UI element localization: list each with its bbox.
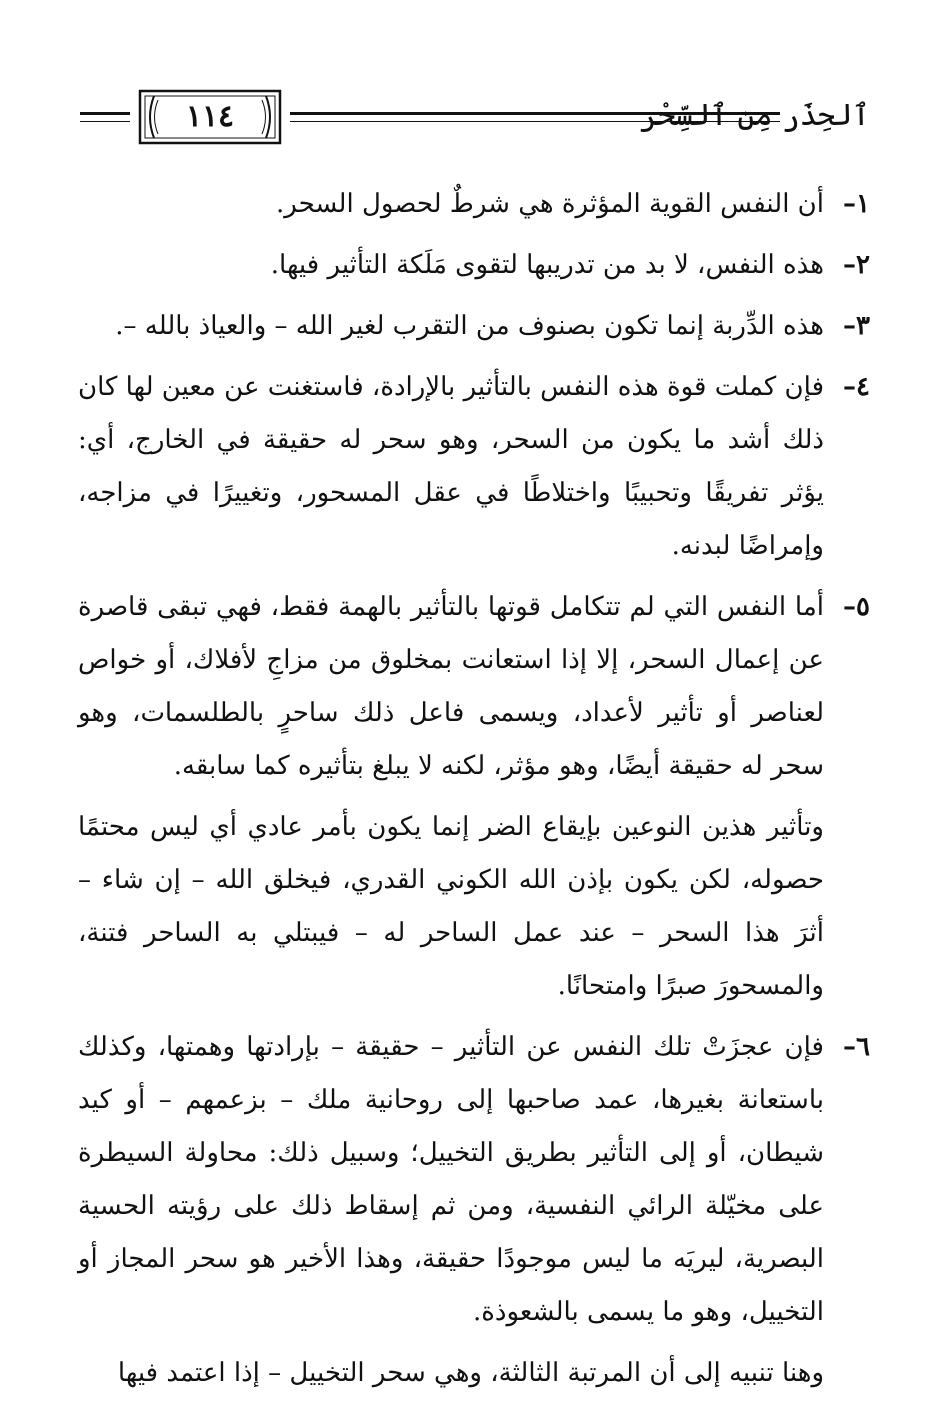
running-title: ٱلحِذَر مِن ٱلسِّحْر [639,98,870,133]
item-number: ٥– [843,592,870,622]
item-number: ٢– [843,250,870,280]
item-text: أما النفس التي لم تتكامل قوتها بالتأثير بالهمة فقط، فهي تبقى قاصرة عن إعمال السحر، إلا إذا استعانت بمخلوق من مزاجِ لأفلاك، أو خواص لعناصر أو تأثير لأعداد، ويسمى فاعل ذلك ساحرٍ بالطلسمات، وهو سحر له حقيقة أيضًا، وهو مؤثر، لكنه لا يبلغ بتأثيره كما سابقه. [78,592,824,781]
list-item-1 [78,178,870,231]
paragraph-final: وهنا تنبيه إلى أن المرتبة الثالثة، وهي سحر التخييل – إذا اعتمد فيها [117,1358,824,1388]
item-number: ١– [843,189,870,219]
list-item-4 [78,361,870,573]
item-text: فإن عجزَتْ تلك النفس عن التأثير – حقيقة – بإرادتها وهمتها، وكذلك باستعانة بغيرها، عمد صاحبها إلى روحانية ملك – بزعمهم – أو كيد شيطان، أو إلى التأثير بطريق التخييل؛ وسبيل ذلك: محاولة السيطرة على مخيّلة الرائي النفسية، ومن ثم إسقاط ذلك على رؤيته الحسية البصرية، ليريَه ما ليس موجودًا حقيقة، وهذا الأخير هو سحر المجاز أو التخييل، وهو ما يسمى بالشعوذة. [78,1032,824,1327]
item-text: هذه النفس، لا بد من تدريبها لتقوى مَلَكة التأثير فيها. [270,250,824,280]
header-rule-left [80,112,130,122]
list-item-3 [78,300,870,353]
item-number: ٤– [843,372,870,402]
paragraph-after-item-5: وتأثير هذين النوعين بإيقاع الضر إنما يكون بأمر عادي أي ليس محتمًا حصوله، لكن يكون بإذن الله الكوني القدري، فيخلق الله – إن شاء – أثرَ هذا السحر – عند عمل الساحر له – فيبتلي به الساحر فتنة، والمسحورَ صبرًا وامتحانًا. [78,812,824,1001]
list-item-6 [78,1021,870,1339]
list-item-5 [78,581,870,793]
item-text: هذه الدِّربة إنما تكون بصنوف من التقرب لغير الله – والعياذ بالله –. [115,311,824,341]
item-number: ٦– [843,1032,870,1062]
item-text: فإن كملت قوة هذه النفس بالتأثير بالإرادة، فاستغنت عن معين لها كان ذلك أشد ما يكون من السحر، وهو سحر له حقيقة في الخارج، أي: يؤثر تفريقًا وتحبيبًا واختلاطًا في عقل المسحور، وتغييرًا في مزاجه، وإمراضًا لبدنه. [78,372,824,561]
list-item-2 [78,239,870,292]
page-number: ١١٤ [185,99,235,134]
running-header [80,88,870,148]
item-number: ٣– [843,311,870,341]
item-text: أن النفس القوية المؤثرة هي شرطٌ لحصول السحر. [275,189,824,219]
page-body [78,178,870,1408]
